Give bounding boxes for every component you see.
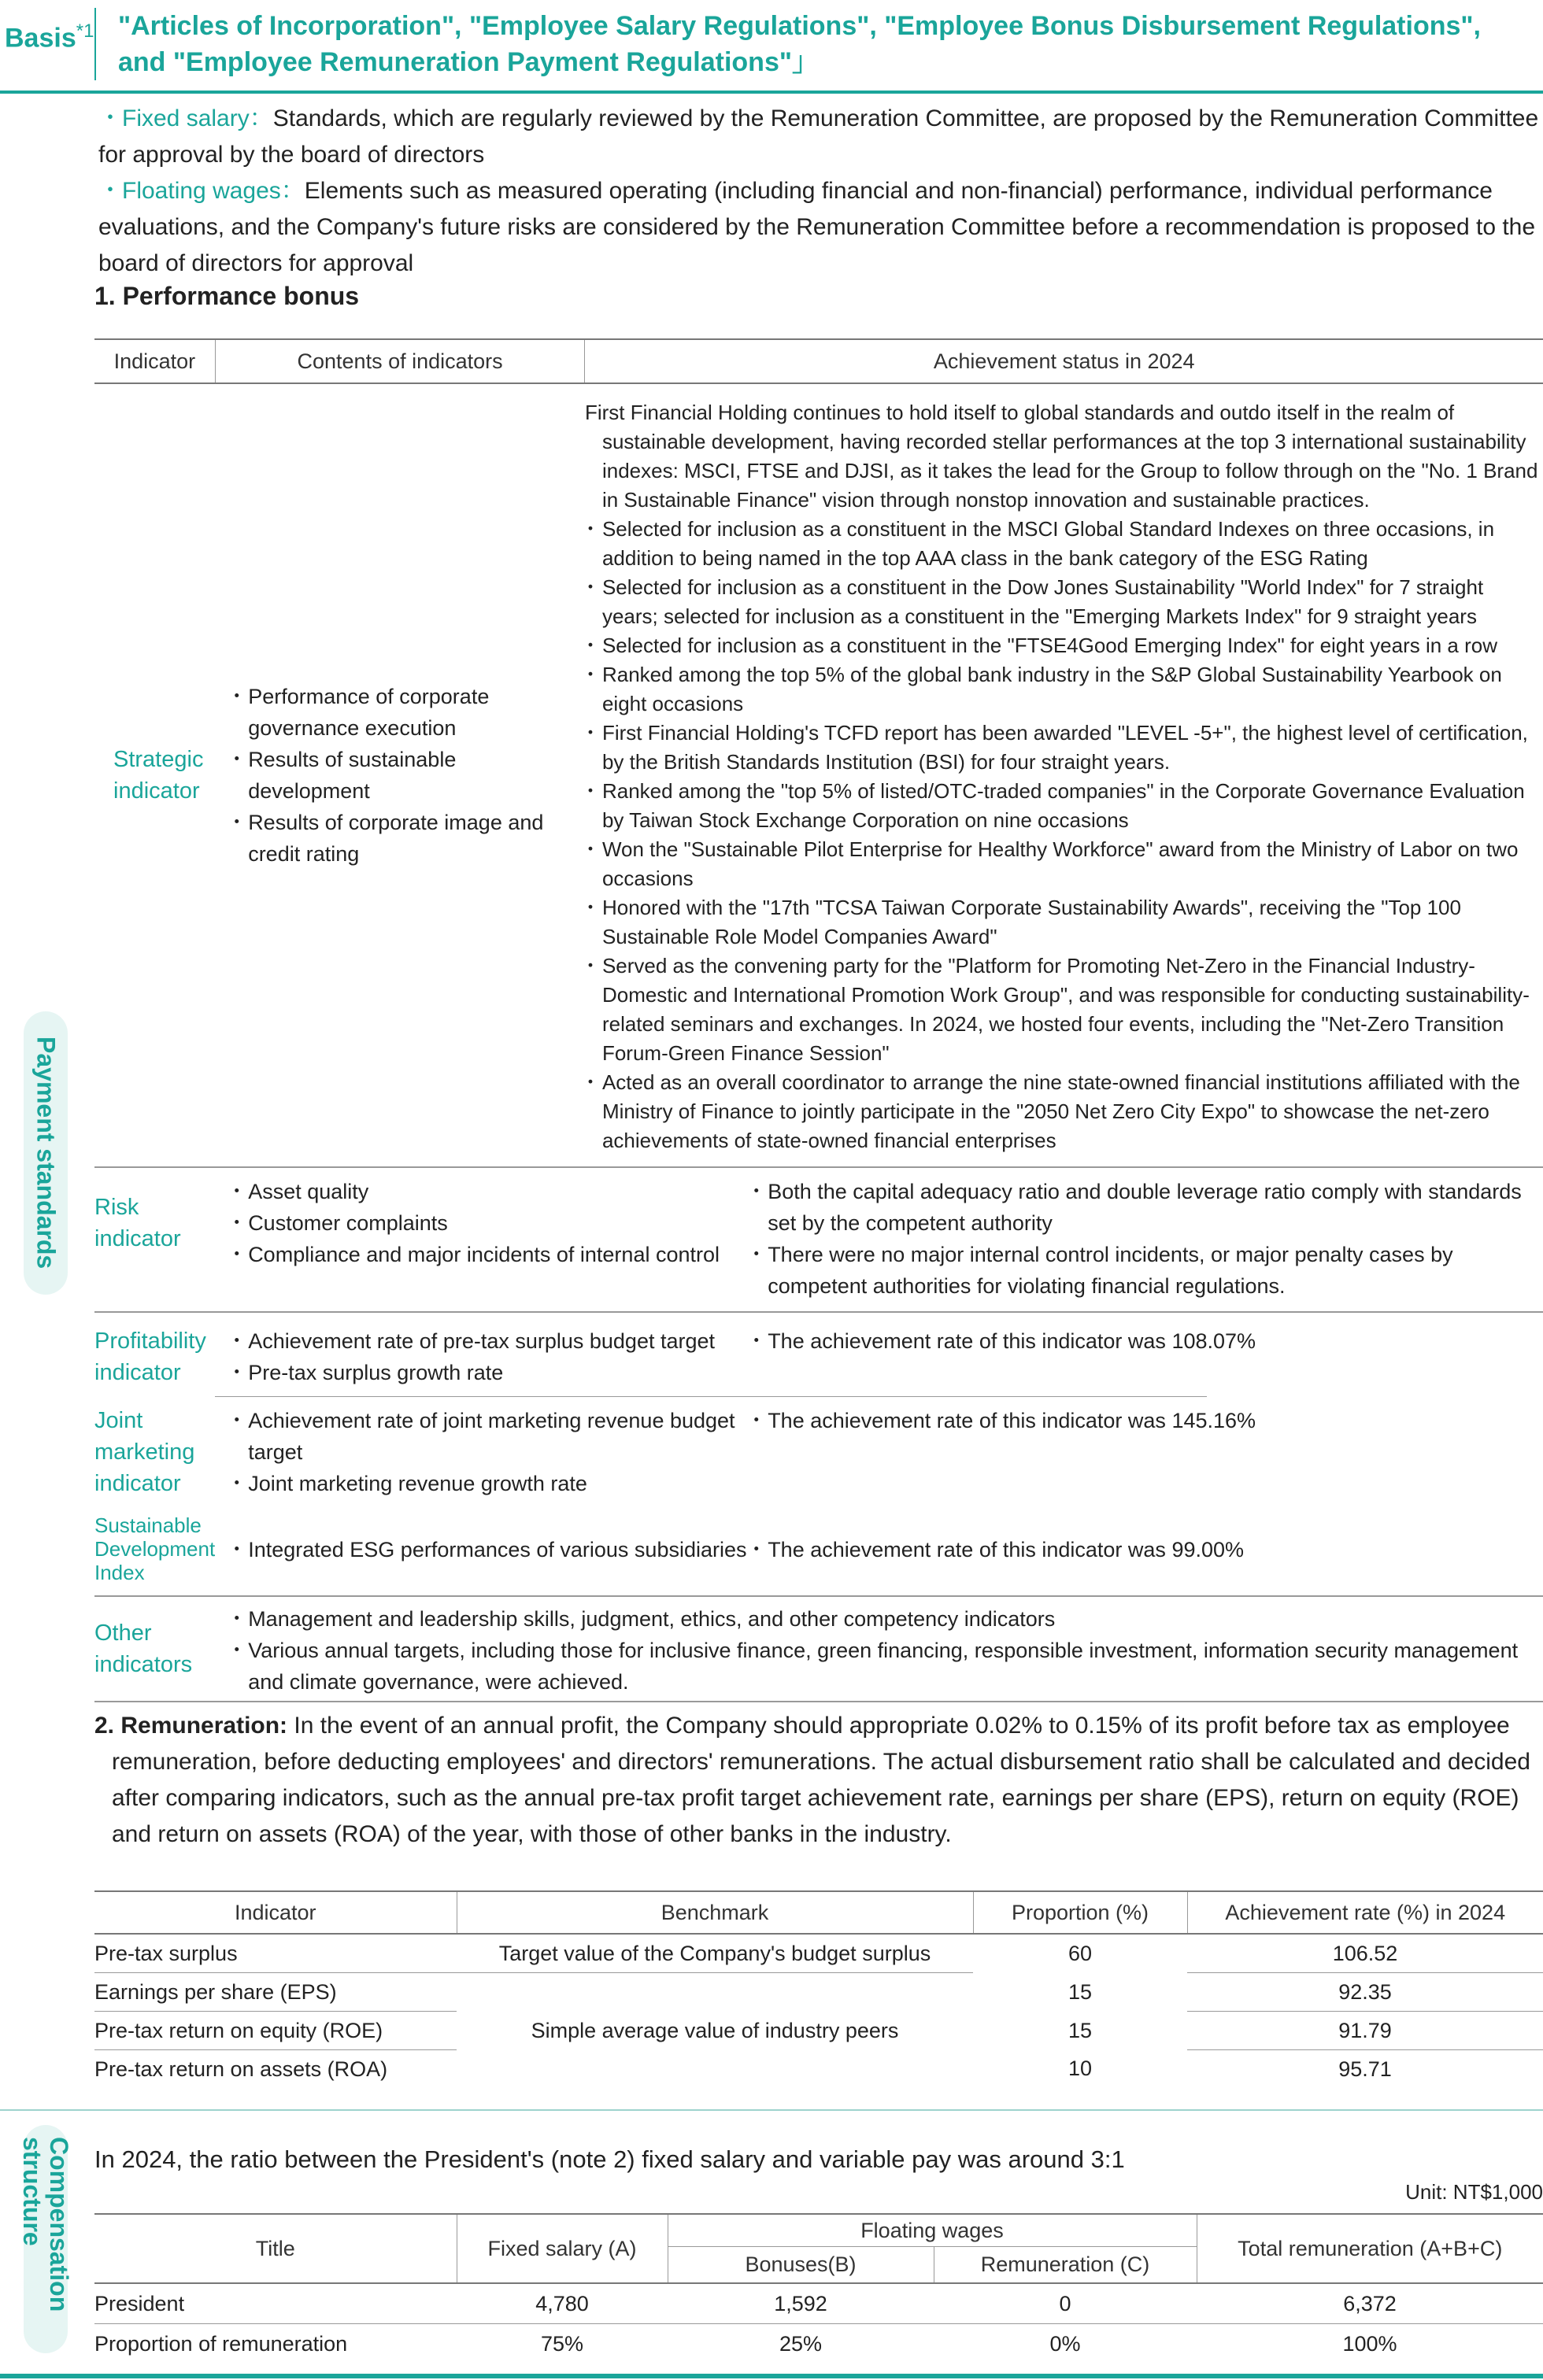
cell-rate: 106.52 [1187,1934,1543,1973]
indicator-name: Strategic indicator [94,383,215,1167]
table-row-risk [94,1167,1543,1312]
cell-rate: 91.79 [1187,2012,1543,2050]
list-item: ・ The achievement rate of this indicator was 108.07% [750,1325,1543,1357]
list-item: ・ Pre-tax surplus growth rate [231,1357,750,1388]
list-item: ・ Won the "Sustainable Pilot Enterprise for Healthy Workforce" award from the Ministry of Labor on two occasions [585,835,1543,893]
list-item: ・ Ranked among the top 5% of the global bank industry in the S&P Global Sustainability Yearbook on eight occasions [585,660,1543,719]
col-header-total: Total remuneration (A+B+C) [1197,2214,1543,2283]
achievement-list [750,1176,1543,1302]
col-header-title: Title [94,2214,457,2283]
cell-bonuses: 1,592 [668,2283,934,2324]
contents-list [215,1405,750,1499]
list-item: ・ First Financial Holding's TCFD report has been awarded "LEVEL -5+", the highest level of certification, by the British Standards Institution (BSI) for four straight years. [585,719,1543,777]
cell-proportion: 15 [1068,1979,1093,2004]
indicator-name: Risk indicator [94,1167,215,1312]
achievement-list [750,1405,1543,1499]
compensation-table [94,2213,1543,2363]
cell-bonuses: 25% [779,2331,823,2356]
basis-title: "Articles of Incorporation", "Employee Salary Regulations", "Employee Bonus Disbursement Regulations", and "Employee Remuneration Payment Regulations"」 [118,11,1481,77]
remuneration-table [94,1890,1543,2088]
list-item: ・ Integrated ESG performances of various subsidiaries [231,1534,750,1565]
table-row-other [94,1596,1543,1702]
cell-proportion: 15 [1068,2018,1093,2042]
footer-line [0,2374,1543,2378]
cell-title: Proportion of remuneration [94,2331,348,2356]
table-row [94,1934,1543,1973]
cell-benchmark: Simple average value of industry peers [531,2018,899,2042]
list-item: ・ The achievement rate of this indicator was 99.00% [750,1534,1543,1565]
floating-wages-bullet: ・Floating wages：Elements such as measured operating (including financial and non-financial) performance, individual performance evaluations, and the Company's future risks are considered by the Remuneration Committee before a recommendation is proposed to the board of directors for approval [98,178,1536,276]
col-header-indicator: Indicator [94,1891,457,1934]
col-header-bonuses: Bonuses(B) [668,2247,934,2283]
contents-list [231,681,561,870]
list-item: ・ The achievement rate of this indicator was 145.16% [750,1405,1543,1436]
cell-title: President [94,2283,457,2324]
table-row-profitability [94,1312,1543,1402]
list-item: ・ Performance of corporate governance execution [231,681,561,744]
list-item: ・ Honored with the "17th "TCSA Taiwan Corporate Sustainability Awards", receiving the "Top 100 Sustainable Role Model Companies Award" [585,893,1543,952]
table-row-joint-marketing [94,1402,1543,1504]
col-header-remuneration: Remuneration (C) [934,2247,1197,2283]
list-item: ・ There were no major internal control incidents, or major penalty cases by competent authorities for violating financial regulations. [750,1239,1543,1302]
cell-total: 6,372 [1197,2283,1543,2324]
row-divider [215,1396,1207,1397]
list-item: ・ Compliance and major incidents of internal control [231,1239,750,1270]
cell-indicator: Pre-tax surplus [94,1934,457,1973]
table-row-sdi [94,1504,1543,1596]
section-divider [0,2109,1543,2111]
list-item: ・ Joint marketing revenue growth rate [231,1468,750,1499]
list-item: ・ Achievement rate of joint marketing revenue budget target [231,1405,750,1468]
header-divider [94,8,96,80]
compensation-note: In 2024, the ratio between the President's (note 2) fixed salary and variable pay was around 3:1 [94,2145,1125,2173]
remuneration-paragraph: 2. Remuneration: In the event of an annual profit, the Company should appropriate 0.02% to 0.15% of its profit before tax as employee remuneration, before deducting employees' and directors' remunerations. The actual disbursement ratio shall be calculated and decided after comparing indicators, such as the annual pre-tax profit target achievement rate, earnings per share (EPS), return on equity (ROE) and return on assets (ROA) of the year, with those of other banks in the industry. [94,1713,1530,1847]
performance-bonus-table [94,338,1543,1702]
col-header-floating: Floating wages [668,2214,1197,2247]
list-item: ・ Achievement rate of pre-tax surplus budget target [231,1325,750,1357]
table-row [94,2283,1543,2324]
cell-total: 100% [1342,2331,1397,2356]
list-item: ・ Management and leadership skills, judgment, ethics, and other competency indicators [231,1603,1543,1635]
section-remuneration-title: 2. Remuneration: [94,1713,288,1739]
table-row-strategic [94,383,1543,1167]
unit-label: Unit: NT$1,000 [1405,2180,1543,2204]
col-header-benchmark: Benchmark [457,1891,973,1934]
strategic-intro: First Financial Holding continues to hold itself to global standards and outdo itself in the realm of sustainable development, having recorded stellar performances at the top 3 international sustainability indexes: MSCI, FTSE and DJSI, as it takes the lead for the Group to follow through on the "No. 1 Brand in Sustainable Finance" vision through nonstop innovation and sustainable practices. [584,401,1538,512]
cell-fixed: 75% [540,2331,584,2356]
list-item: ・ Ranked among the "top 5% of listed/OTC-traded companies" in the Corporate Governance Evaluation by Taiwan Stock Exchange Corporation on nine occasions [585,777,1543,835]
cell-fixed: 4,780 [457,2283,668,2324]
list-item: ・ Acted as an overall coordinator to arrange the nine state-owned financial institutions affiliated with the Ministry of Finance to jointly participate in the "2050 Net Zero City Expo" to showcase the net-zero achievements of state-owned financial enterprises [585,1068,1543,1155]
cell-proportion: 10 [1068,2057,1093,2081]
cell-indicator: Earnings per share (EPS) [94,1973,457,2012]
indicator-name: Profitability indicator [94,1329,206,1385]
side-tab-payment-standards: Payment standards [24,1011,68,1295]
cell-remuneration: 0% [1049,2331,1081,2356]
col-header-proportion: Proportion (%) [973,1891,1187,1934]
cell-rate: 92.35 [1187,1973,1543,2012]
list-item: ・ Customer complaints [231,1207,750,1239]
contents-list [215,1325,750,1388]
indicator-name: Sustainable Development Index [94,1504,215,1596]
table-row [94,2324,1543,2364]
achievement-list [585,515,1543,1155]
cell-benchmark: Target value of the Company's budget surplus [457,1934,973,1973]
list-item: ・ Selected for inclusion as a constituent in the "FTSE4Good Emerging Index" for eight years in a row [585,631,1543,660]
cell-rate: 95.71 [1338,2057,1392,2081]
achievement-list [750,1325,1543,1388]
basis-header [0,0,1543,94]
list-item: ・ Asset quality [231,1176,750,1207]
cell-remuneration: 0 [934,2283,1197,2324]
list-item: ・ Results of sustainable development [231,744,561,807]
basis-label: Basis$^{*1}$ [5,20,94,54]
contents-list [215,1534,750,1565]
col-header-rate: Achievement rate (%) in 2024 [1187,1891,1543,1934]
col-header-achievement: Achievement status in 2024 [585,339,1543,383]
contents-list [231,1603,1543,1698]
list-item: ・ Results of corporate image and credit rating [231,807,561,870]
cell-proportion: 60 [1068,1941,1093,1965]
contents-list [215,1176,750,1302]
list-item: ・ Various annual targets, including those for inclusive finance, green financing, responsible investment, information security management and climate governance, were achieved. [231,1635,1543,1698]
section-performance-bonus-title: 1. Performance bonus [94,282,360,310]
list-item: ・ Both the capital adequacy ratio and double leverage ratio comply with standards set by the competent authority [750,1176,1543,1239]
list-item: ・ Served as the convening party for the "Platform for Promoting Net-Zero in the Financial Industry-Domestic and International Promotion Work Group", and was responsible for conducting sustainability-related seminars and exchanges. In 2024, we hosted four events, including the "Net-Zero Transition Forum-Green Finance Session" [585,952,1543,1068]
cell-indicator: Pre-tax return on equity (ROE) [94,2012,457,2050]
list-item: ・ Selected for inclusion as a constituent in the Dow Jones Sustainability "World Index" for 7 straight years; selected for inclusion as a constituent in the "Emerging Markets Index" for 9 straight years [585,573,1543,631]
cell-indicator: Pre-tax return on assets (ROA) [94,2057,388,2081]
col-header-indicator: Indicator [94,339,215,383]
fixed-salary-bullet: ・Fixed salary：Standards, which are regularly reviewed by the Remuneration Committee, are proposed by the Remuneration Committee for approval by the board of directors [98,105,1539,168]
list-item: ・ Selected for inclusion as a constituent in the MSCI Global Standard Indexes on three occasions, in addition to being named in the top AAA class in the bank category of the ESG Rating [585,515,1543,573]
indicator-name: Other indicators [94,1596,215,1702]
side-tab-compensation-structure: Compensation structure [24,2125,68,2353]
col-header-contents: Contents of indicators [215,339,585,383]
table-row [94,1973,1543,2012]
achievement-list [750,1534,1543,1565]
col-header-fixed: Fixed salary (A) [457,2214,668,2283]
indicator-name: Joint marketing indicator [94,1408,195,1496]
